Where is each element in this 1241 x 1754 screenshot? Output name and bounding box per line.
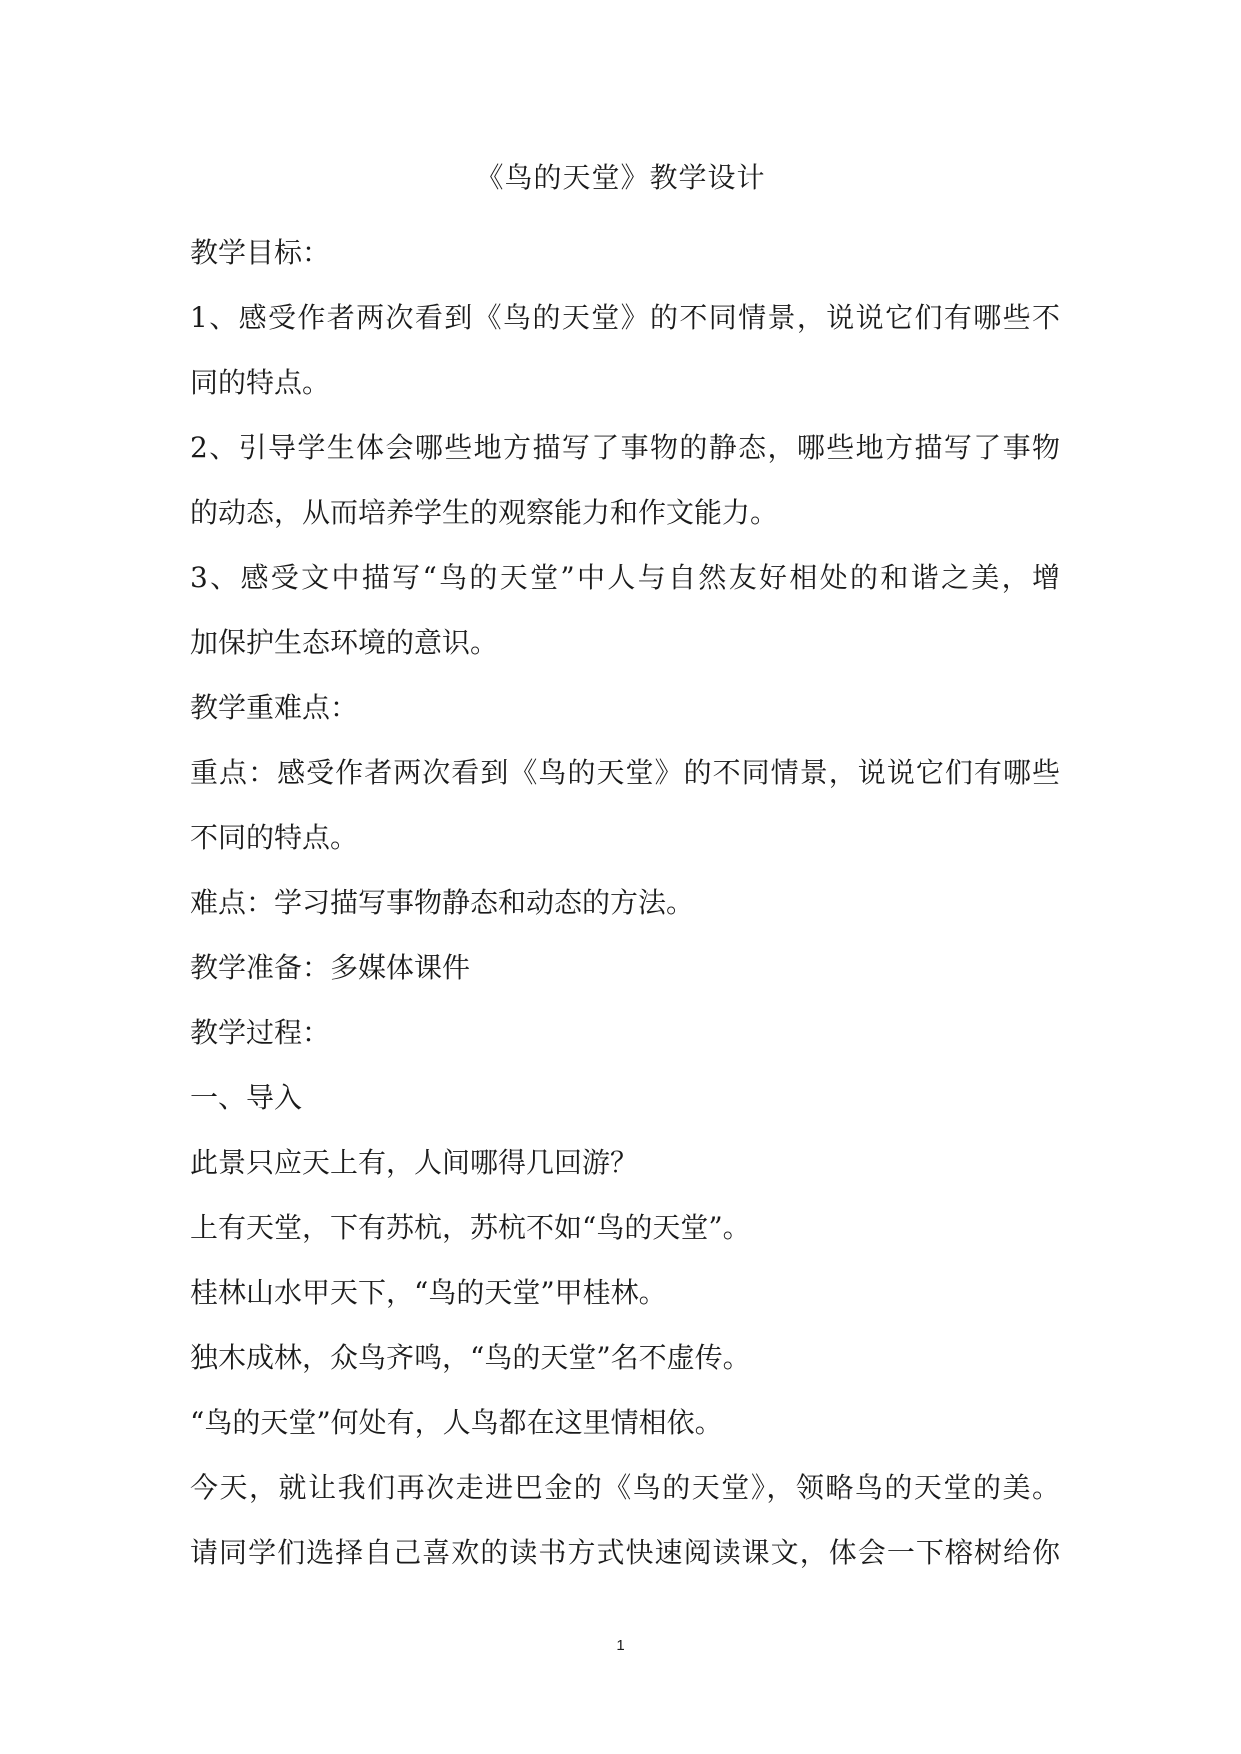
paragraph-line: 今天，就让我们再次走进巴金的《鸟的天堂》，领略鸟的天堂的美。 xyxy=(190,1471,1060,1504)
section-heading-preparation: 教学准备：多媒体课件 xyxy=(190,951,471,984)
paragraph-line: “鸟的天堂”何处有，人鸟都在这里情相依。 xyxy=(190,1406,723,1439)
paragraph-line: 桂林山水甲天下，“鸟的天堂”甲桂林。 xyxy=(190,1276,667,1309)
paragraph-line: 此景只应天上有，人间哪得几回游？ xyxy=(190,1146,639,1179)
paragraph-line: 请同学们选择自己喜欢的读书方式快速阅读课文，体会一下榕树给你 xyxy=(190,1536,1060,1569)
paragraph-line: 的动态，从而培养学生的观察能力和作文能力。 xyxy=(190,496,779,529)
paragraph-line: 上有天堂，下有苏杭，苏杭不如“鸟的天堂”。 xyxy=(190,1211,751,1244)
section-heading-key-points: 教学重难点： xyxy=(190,691,359,724)
paragraph-line: 2、引导学生体会哪些地方描写了事物的静态，哪些地方描写了事物 xyxy=(190,431,1060,464)
paragraph-line: 独木成林，众鸟齐鸣，“鸟的天堂”名不虚传。 xyxy=(190,1341,751,1374)
paragraph-line: 1、感受作者两次看到《鸟的天堂》的不同情景，说说它们有哪些不 xyxy=(190,301,1060,334)
paragraph-line: 同的特点。 xyxy=(190,366,331,399)
paragraph-line: 难点：学习描写事物静态和动态的方法。 xyxy=(190,886,695,919)
paragraph-line: 3、感受文中描写“鸟的天堂”中人与自然友好相处的和谐之美，增 xyxy=(190,561,1060,594)
paragraph-line: 重点：感受作者两次看到《鸟的天堂》的不同情景，说说它们有哪些 xyxy=(190,756,1060,789)
document-title: 《鸟的天堂》教学设计 xyxy=(475,161,766,194)
section-heading-process: 教学过程： xyxy=(190,1016,331,1049)
paragraph-line: 不同的特点。 xyxy=(190,821,359,854)
subsection-heading-intro: 一、导入 xyxy=(190,1081,303,1114)
page-number: 1 xyxy=(616,1637,625,1654)
paragraph-line: 加保护生态环境的意识。 xyxy=(190,626,499,659)
section-heading-objectives: 教学目标： xyxy=(190,236,331,269)
